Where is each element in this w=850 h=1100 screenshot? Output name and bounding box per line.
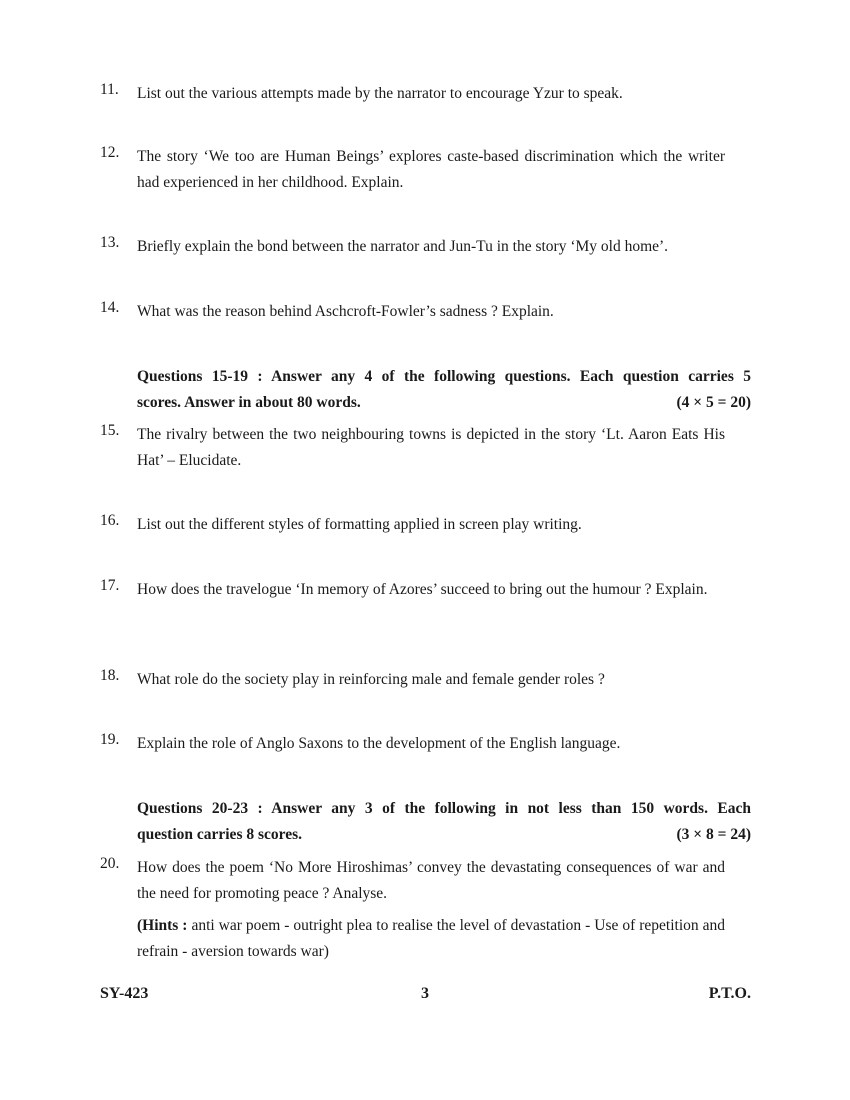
question-number: 15. (100, 422, 120, 439)
question-text: The story ‘We too are Human Beings’ explores caste-based discrimination which the writer had experienced in her childhood. Explain. (137, 148, 725, 191)
question-number: 14. (100, 299, 120, 316)
section-instructions: Questions 15-19 : Answer any 4 of the following questions. Each question carries 5 (137, 368, 751, 385)
question-text: Briefly explain the bond between the narrator and Jun-Tu in the story ‘My old home’. (137, 238, 669, 255)
question-number: 13. (100, 234, 120, 251)
section-heading-15-19 (137, 364, 751, 416)
question-13 (100, 234, 725, 260)
question-18 (100, 667, 725, 693)
hints (137, 913, 725, 965)
question-12 (100, 144, 725, 196)
question-number: 12. (100, 144, 120, 161)
section-instructions: Questions 20-23 : Answer any 3 of the following in not less than 150 words. Each (137, 800, 751, 817)
question-text: How does the travelogue ‘In memory of Azores’ succeed to bring out the humour ? Explain. (137, 581, 708, 598)
question-15 (100, 422, 725, 474)
question-17 (100, 577, 725, 603)
hints-text: anti war poem - outright plea to realise the level of devastation - Use of repetition and refrain - aversion towards war) (137, 917, 725, 960)
page-number: 3 (421, 985, 429, 1002)
please-turn-over: P.T.O. (708, 985, 751, 1002)
question-14 (100, 299, 725, 325)
question-text: List out the various attempts made by the narrator to encourage Yzur to speak. (137, 85, 623, 102)
section-instructions-cont: question carries 8 scores. (137, 826, 303, 843)
section-heading-20-23 (137, 796, 751, 848)
question-text: The rivalry between the two neighbouring towns is depicted in the story ‘Lt. Aaron Eats His Hat’ – Elucidate. (137, 426, 725, 469)
question-text: Explain the role of Anglo Saxons to the development of the English language. (137, 735, 621, 752)
question-11 (100, 81, 725, 107)
hints-label: (Hints : (137, 917, 188, 934)
question-text: What role do the society play in reinforcing male and female gender roles ? (137, 671, 605, 688)
question-16 (100, 512, 725, 538)
question-19 (100, 731, 725, 757)
question-20 (100, 855, 725, 965)
question-number: 16. (100, 512, 120, 529)
question-text: List out the different styles of formatting applied in screen play writing. (137, 516, 582, 533)
section-marks: (4 × 5 = 20) (676, 394, 751, 411)
question-number: 17. (100, 577, 120, 594)
question-text: What was the reason behind Aschcroft-Fowler’s sadness ? Explain. (137, 303, 554, 320)
question-number: 19. (100, 731, 120, 748)
question-number: 20. (100, 855, 120, 872)
question-number: 18. (100, 667, 120, 684)
question-text: How does the poem ‘No More Hiroshimas’ convey the devastating consequences of war and the need for promoting peace ? Analyse. (137, 859, 725, 902)
paper-code: SY-423 (100, 985, 149, 1002)
section-marks: (3 × 8 = 24) (676, 826, 751, 843)
section-instructions-cont: scores. Answer in about 80 words. (137, 394, 361, 411)
question-number: 11. (100, 81, 119, 98)
